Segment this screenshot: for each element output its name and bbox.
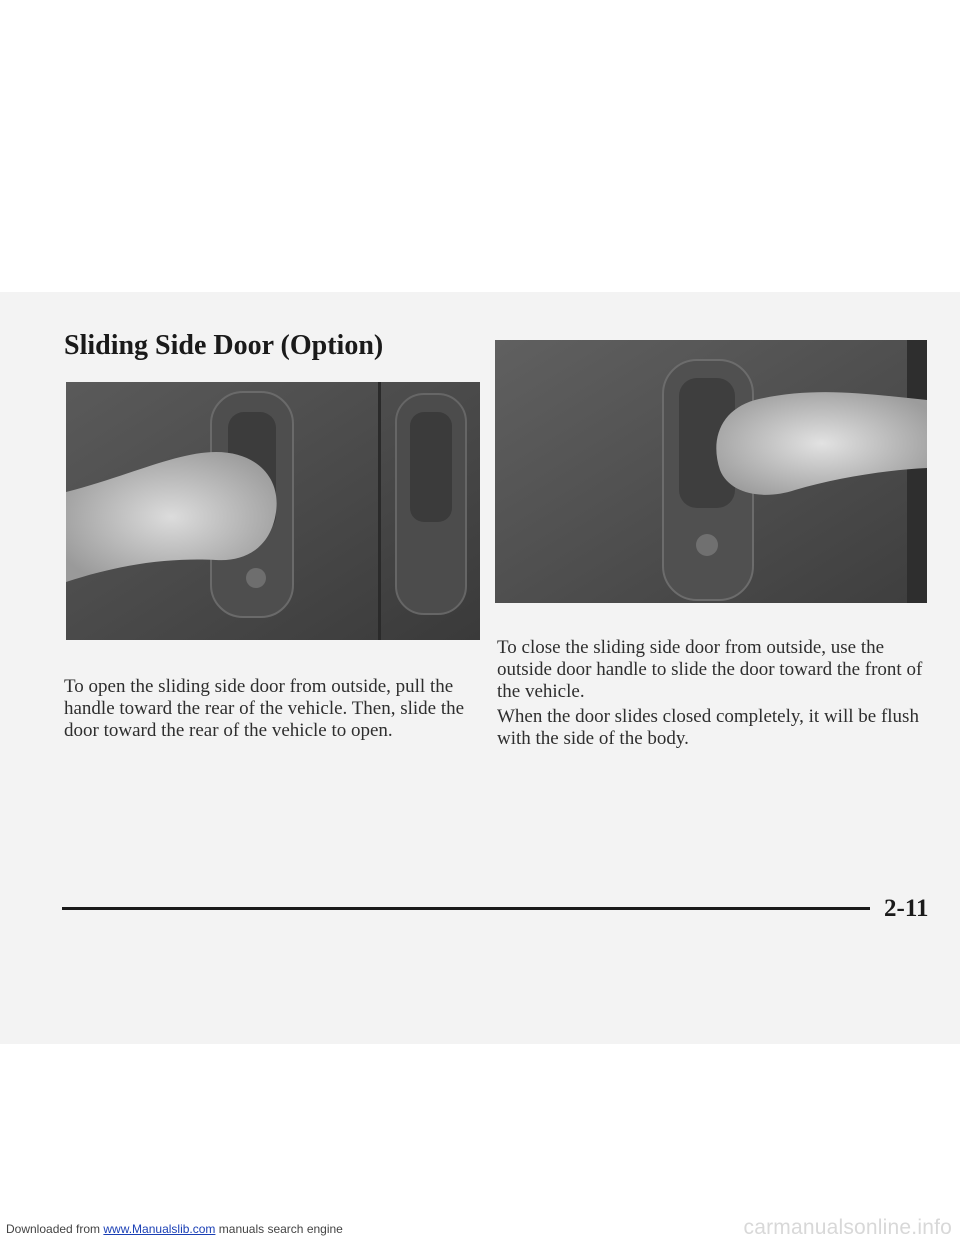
flush-door-note: When the door slides closed completely, it will be flush with the side of the body.: [497, 706, 919, 749]
source-prefix: Downloaded from: [6, 1222, 104, 1236]
open-door-instructions: To open the sliding side door from outside, pull the handle toward the rear of the vehicle. Then, slide the door toward the rear of the vehicle to open.: [64, 676, 465, 741]
close-door-instructions: To close the sliding side door from outside, use the outside door handle to slide the door toward the front of the vehicle.: [497, 637, 923, 702]
footer-rule: [62, 907, 870, 910]
page-number: 2-11: [884, 895, 929, 922]
manualslib-link[interactable]: www.Manualslib.com: [103, 1222, 216, 1236]
download-source-line: [6, 1222, 343, 1236]
section-title: Sliding Side Door (Option): [64, 330, 384, 361]
source-suffix: manuals search engine: [215, 1222, 343, 1236]
open-door-photo: [66, 382, 480, 640]
site-watermark: carmanualsonline.info: [743, 1216, 952, 1239]
close-door-photo: [495, 340, 927, 603]
